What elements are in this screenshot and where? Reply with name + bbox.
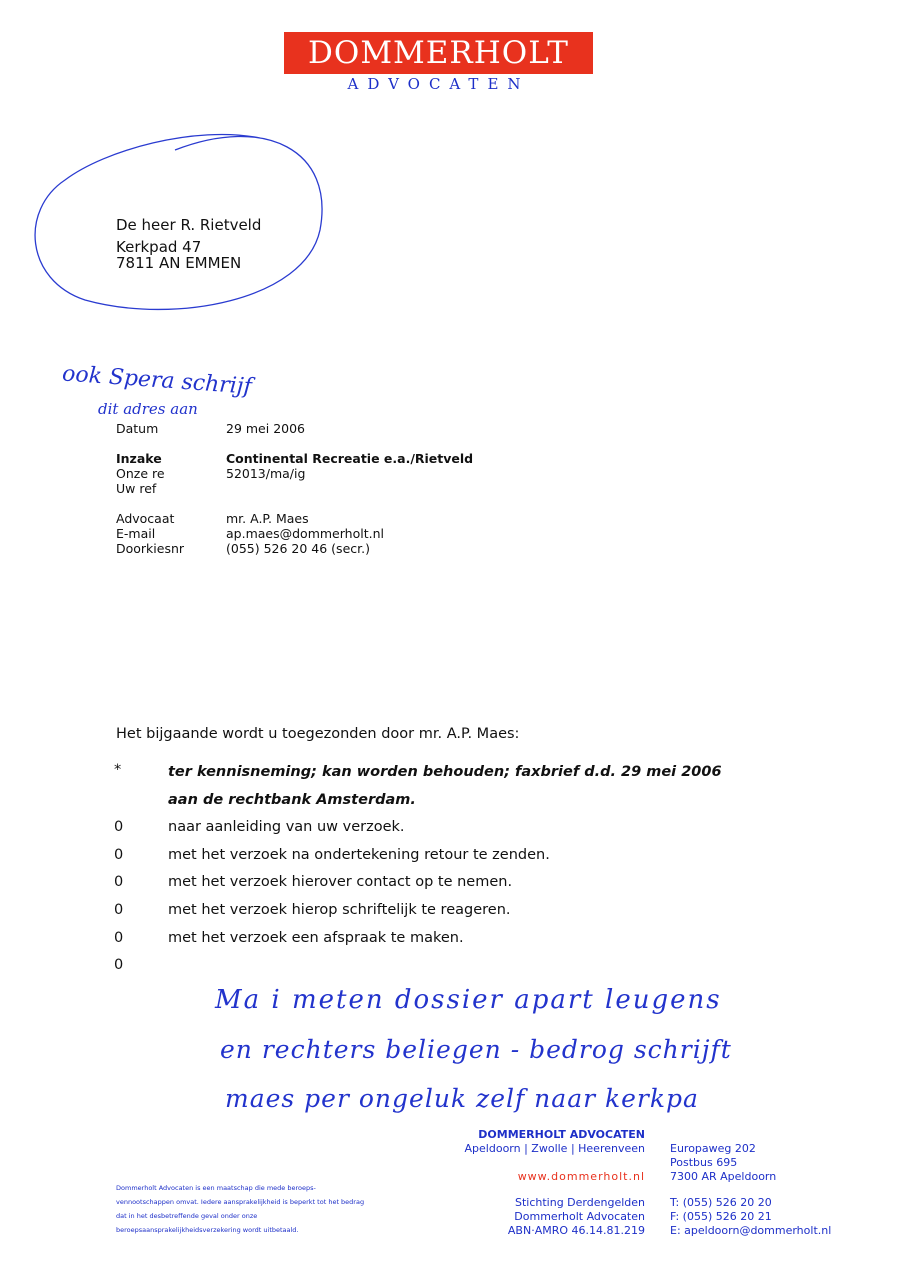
footer-firm: DOMMERHOLT ADVOCATEN	[478, 1128, 645, 1141]
email-value: ap.maes@dommerholt.nl	[226, 526, 384, 541]
onze-ref-value: 52013/ma/ig	[226, 466, 306, 481]
handwritten-note-line: maes per ongeluk zelf naar kerkpa	[225, 1084, 699, 1113]
footer-stichting: Stichting Derdengelden	[514, 1196, 645, 1209]
handwritten-note-line: ook Spera schrijf	[61, 361, 253, 400]
option-item: met het verzoek na ondertekening retour te zenden.	[168, 847, 550, 863]
advocaat-label: Advocaat	[116, 511, 175, 526]
footer-city: 7300 AR Apeldoorn	[670, 1170, 777, 1183]
recipient-street: Kerkpad 47	[116, 238, 202, 256]
inzake-label: Inzake	[116, 451, 162, 466]
recipient-name: De heer R. Rietveld	[116, 216, 262, 234]
footer-postbus: Postbus 695	[670, 1156, 738, 1169]
handwritten-note-line: dit adres aan	[98, 400, 198, 418]
option-item: met het verzoek hierover contact op te nemen.	[168, 874, 513, 890]
unchecked-mark: 0	[114, 957, 124, 973]
handwritten-note-line: en rechters beliegen - bedrog schrijft	[220, 1035, 732, 1064]
unchecked-mark: 0	[114, 930, 124, 946]
unchecked-mark: 0	[114, 874, 124, 890]
footer-bank: ABN·AMRO 46.14.81.219	[507, 1224, 645, 1237]
footer-offices: Apeldoorn | Zwolle | Heerenveen	[464, 1142, 645, 1155]
unchecked-mark: 0	[114, 847, 124, 863]
footer-disclaimer: Dommerholt Advocaten is een maatschap die mede beroeps-vennootschappen omvat. Iedere aansprakelijkheid is beperkt tot het bedrag dat in het desbetreffende geval onder onze beroepsaansprakelijkheidsverzekering wordt uitbetaald.	[116, 1184, 365, 1234]
intro-text: Het bijgaande wordt u toegezonden door mr. A.P. Maes:	[116, 726, 520, 742]
footer-phone: T: (055) 526 20 20	[670, 1196, 772, 1209]
letterhead-subtitle: ADVOCATEN	[347, 75, 530, 93]
inzake-value: Continental Recreatie e.a./Rietveld	[226, 451, 474, 466]
option-item: met het verzoek hierop schriftelijk te reageren.	[168, 902, 511, 918]
footer-fax: F: (055) 526 20 21	[670, 1210, 772, 1223]
footer-website[interactable]: www.dommerholt.nl	[517, 1170, 645, 1183]
advocaat-value: mr. A.P. Maes	[226, 511, 309, 526]
letterhead-logo: DOMMERHOLT	[284, 32, 593, 74]
unchecked-mark: 0	[114, 819, 124, 835]
doorkies-label: Doorkiesnr	[116, 541, 185, 556]
footer-stichting-name: Dommerholt Advocaten	[514, 1210, 645, 1223]
uw-ref-label: Uw ref	[116, 481, 157, 496]
checked-option-line: aan de rechtbank Amsterdam.	[168, 792, 416, 808]
option-item: met het verzoek een afspraak te maken.	[168, 930, 464, 946]
checked-option-line: ter kennisneming; kan worden behouden; faxbrief d.d. 29 mei 2006	[168, 764, 722, 780]
onze-ref-label: Onze re	[116, 466, 165, 481]
datum-value: 29 mei 2006	[226, 421, 306, 436]
footer-street: Europaweg 202	[670, 1142, 756, 1155]
checked-mark: *	[114, 762, 122, 778]
footer-email: E: apeldoorn@dommerholt.nl	[670, 1224, 832, 1237]
datum-label: Datum	[116, 421, 159, 436]
handwritten-note-line: Ma i meten dossier apart leugens	[215, 985, 722, 1015]
option-item: naar aanleiding van uw verzoek.	[168, 819, 405, 835]
recipient-city: 7811 AN EMMEN	[116, 254, 242, 272]
email-label: E-mail	[116, 526, 156, 541]
doorkies-value: (055) 526 20 46 (secr.)	[226, 541, 370, 556]
unchecked-mark: 0	[114, 902, 124, 918]
